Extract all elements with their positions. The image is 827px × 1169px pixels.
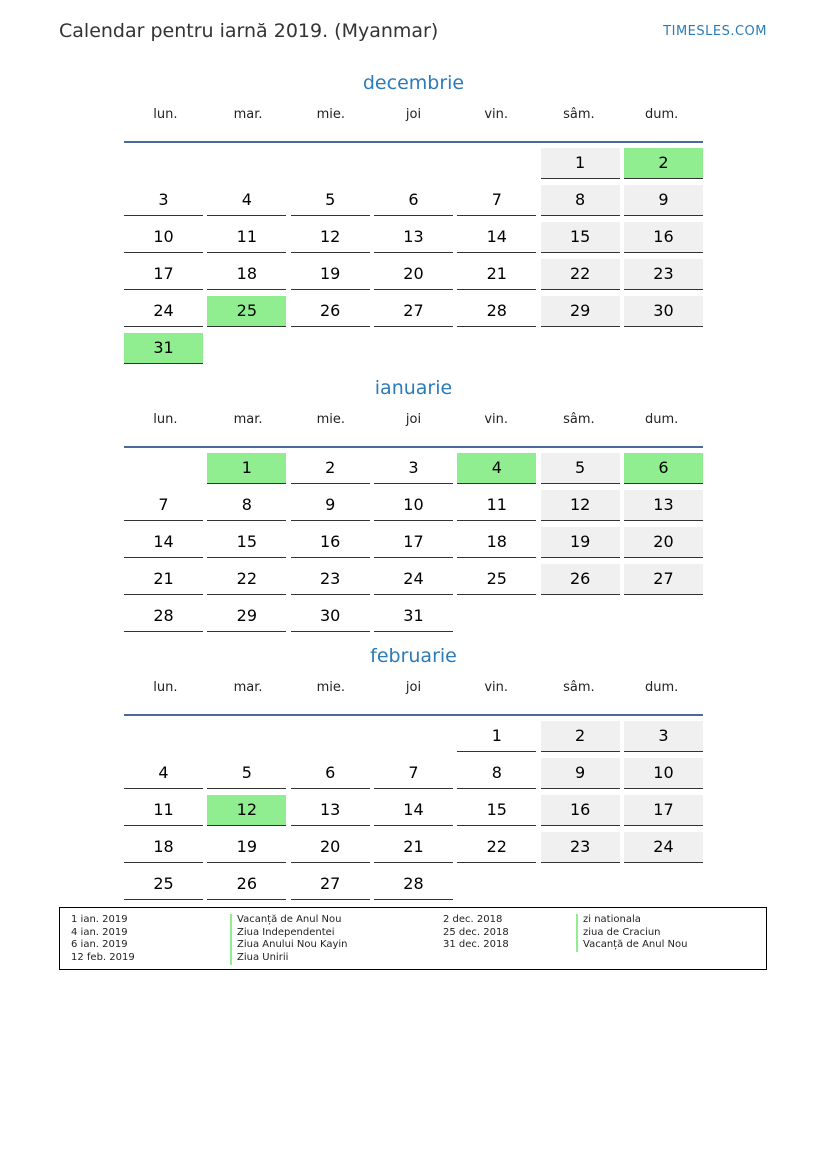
empty-cell [291,721,370,751]
day-cell: 24 [374,564,453,595]
day-cell: 17 [374,527,453,558]
legend-right-names [576,914,687,952]
day-cell: 9 [541,758,620,789]
day-cell: 1 [541,148,620,179]
day-cell: 14 [457,222,536,253]
legend-date: 25 dec. 2018 [443,926,509,938]
weekday-label: sâm. [563,412,595,427]
page-title: Calendar pentru iarnă 2019. (Myanmar) [59,20,439,42]
legend-holiday-name: Ziua Unirii [230,952,348,965]
day-cell: 9 [624,185,703,216]
day-grid [124,721,703,906]
day-cell: 3 [374,453,453,484]
weekday-label: dum. [644,680,679,695]
day-cell: 18 [457,527,536,558]
day-cell: 21 [457,259,536,290]
legend-date: 6 ian. 2019 [71,939,128,951]
day-cell: 17 [124,259,203,290]
weekday-label: sâm. [563,107,595,122]
day-cell: 2 [541,721,620,752]
day-cell: 27 [291,869,370,900]
day-cell: 15 [541,222,620,253]
holiday-day-cell: 31 [124,333,203,364]
day-cell: 13 [291,795,370,826]
day-cell: 30 [624,296,703,327]
legend-right-dates [443,914,509,952]
empty-cell [207,148,286,178]
holiday-day-cell: 12 [207,795,286,826]
day-cell: 1 [457,721,536,752]
month-title: decembrie [362,72,465,94]
weekday-label: dum. [644,412,679,427]
holiday-legend [59,907,767,970]
day-cell: 11 [124,795,203,826]
weekday-header [124,409,703,448]
legend-date: 1 ian. 2019 [71,914,128,925]
legend-left-names [230,914,348,965]
day-cell: 10 [624,758,703,789]
day-cell: 19 [207,832,286,863]
day-cell: 6 [374,185,453,216]
month-january [124,375,703,638]
day-cell: 22 [541,259,620,290]
day-cell: 13 [624,490,703,521]
weekday-label: vin. [484,680,509,695]
holiday-day-cell: 25 [207,296,286,327]
day-cell: 8 [207,490,286,521]
weekday-label: dum. [644,107,679,122]
day-cell: 28 [124,601,203,632]
day-cell: 14 [124,527,203,558]
month-title: ianuarie [374,377,453,399]
day-cell: 28 [457,296,536,327]
weekday-label: mie. [316,680,345,695]
holiday-day-cell: 6 [624,453,703,484]
legend-holiday-name: Vacanță de Anul Nou [576,939,687,952]
day-cell: 15 [207,527,286,558]
day-cell: 15 [457,795,536,826]
legend-date: 12 feb. 2019 [71,952,135,964]
legend-date: 31 dec. 2018 [443,939,509,951]
weekday-label: sâm. [563,680,595,695]
site-link[interactable]: TIMESLES.COM [663,24,767,39]
empty-cell [207,721,286,751]
weekday-label: mar. [233,107,263,122]
month-title: februarie [370,645,457,667]
legend-holiday-name: zi nationala [576,914,687,927]
day-cell: 22 [207,564,286,595]
weekday-label: mar. [233,680,263,695]
day-cell: 10 [374,490,453,521]
day-cell: 2 [291,453,370,484]
empty-cell [374,148,453,178]
day-cell: 25 [124,869,203,900]
day-cell: 16 [624,222,703,253]
legend-holiday-name: Ziua Anului Nou Kayin [230,939,348,952]
day-grid [124,453,703,638]
day-cell: 27 [374,296,453,327]
day-cell: 3 [624,721,703,752]
empty-cell [374,721,453,751]
day-cell: 24 [624,832,703,863]
day-cell: 16 [291,527,370,558]
day-cell: 14 [374,795,453,826]
day-cell: 5 [291,185,370,216]
day-cell: 23 [291,564,370,595]
legend-date: 2 dec. 2018 [443,914,503,925]
day-cell: 25 [457,564,536,595]
day-cell: 6 [291,758,370,789]
day-cell: 12 [291,222,370,253]
legend-holiday-name: Ziua Independentei [230,927,348,940]
day-cell: 29 [541,296,620,327]
day-cell: 28 [374,869,453,900]
weekday-label: joi [405,412,422,427]
weekday-label: mie. [316,107,345,122]
weekday-header [124,104,703,143]
day-cell: 23 [624,259,703,290]
day-cell: 29 [207,601,286,632]
weekday-label: joi [405,107,422,122]
day-cell: 16 [541,795,620,826]
day-cell: 4 [124,758,203,789]
day-cell: 18 [207,259,286,290]
empty-cell [124,453,203,483]
empty-cell [457,148,536,178]
day-cell: 20 [374,259,453,290]
day-cell: 24 [124,296,203,327]
day-cell: 22 [457,832,536,863]
day-cell: 20 [624,527,703,558]
day-cell: 8 [541,185,620,216]
weekday-label: joi [405,680,422,695]
day-cell: 12 [541,490,620,521]
day-cell: 31 [374,601,453,632]
day-cell: 4 [207,185,286,216]
empty-cell [291,148,370,178]
holiday-day-cell: 1 [207,453,286,484]
day-cell: 11 [457,490,536,521]
empty-cell [124,148,203,178]
day-cell: 7 [374,758,453,789]
legend-date: 4 ian. 2019 [71,926,128,938]
day-cell: 9 [291,490,370,521]
day-cell: 26 [207,869,286,900]
day-cell: 21 [124,564,203,595]
weekday-label: vin. [484,412,509,427]
day-cell: 27 [624,564,703,595]
month-december [124,70,703,370]
day-cell: 20 [291,832,370,863]
holiday-day-cell: 2 [624,148,703,179]
day-cell: 18 [124,832,203,863]
day-cell: 8 [457,758,536,789]
day-cell: 7 [124,490,203,521]
month-february [124,643,703,906]
day-cell: 13 [374,222,453,253]
weekday-label: lun. [153,412,178,427]
weekday-label: mie. [316,412,345,427]
empty-cell [124,721,203,751]
day-cell: 5 [541,453,620,484]
legend-left-dates [71,914,135,965]
day-cell: 17 [624,795,703,826]
legend-holiday-name: ziua de Craciun [576,927,687,940]
weekday-label: mar. [233,412,263,427]
day-cell: 26 [291,296,370,327]
day-cell: 23 [541,832,620,863]
day-cell: 19 [291,259,370,290]
weekday-header [124,677,703,716]
day-cell: 5 [207,758,286,789]
day-cell: 3 [124,185,203,216]
weekday-label: lun. [153,107,178,122]
weekday-label: lun. [153,680,178,695]
day-cell: 10 [124,222,203,253]
weekday-label: vin. [484,107,509,122]
holiday-day-cell: 4 [457,453,536,484]
legend-holiday-name: Vacanță de Anul Nou [230,914,348,927]
day-cell: 11 [207,222,286,253]
day-cell: 7 [457,185,536,216]
day-cell: 21 [374,832,453,863]
day-cell: 19 [541,527,620,558]
day-cell: 30 [291,601,370,632]
day-grid [124,148,703,370]
day-cell: 26 [541,564,620,595]
